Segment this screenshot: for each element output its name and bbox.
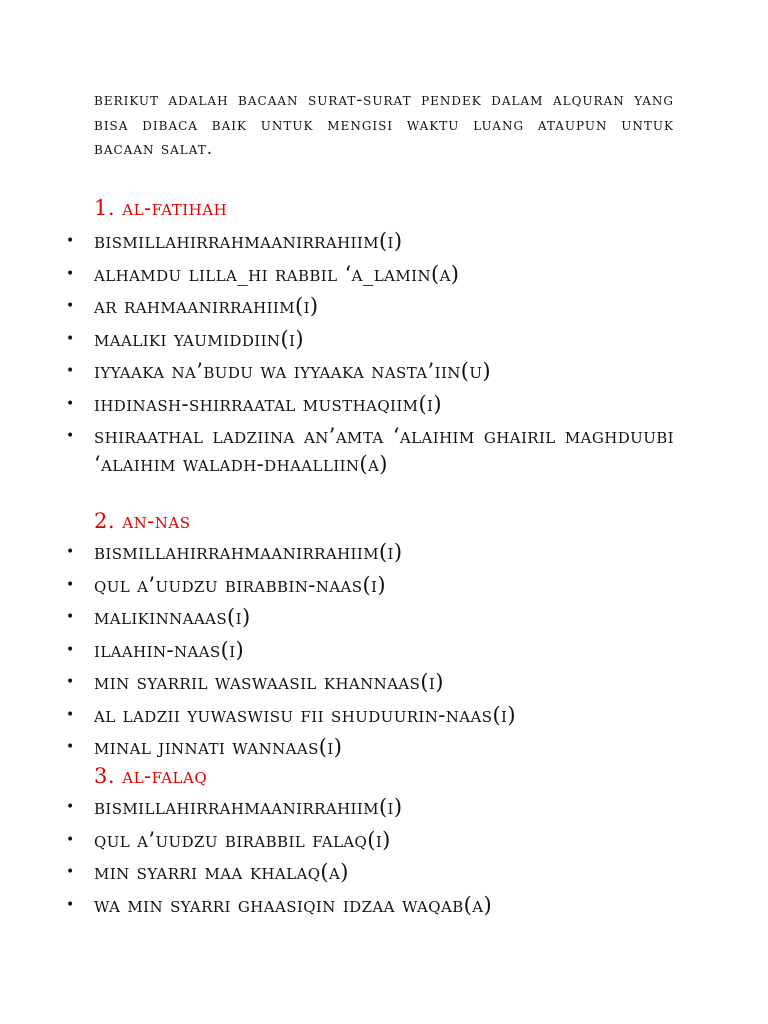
verse-text: iyyaaka na’budu wa iyyaaka nasta’iin(u) xyxy=(94,359,492,383)
list-item xyxy=(0,701,674,729)
verse-text: ilaahin-naas(i) xyxy=(94,637,245,662)
section-heading xyxy=(94,509,191,533)
intro-paragraph: berikut adalah bacaan surat-surat pendek dalam alquran yang bisa dibaca baik untuk mengisi waktu luang ataupun untuk bacaan salat. xyxy=(94,90,674,159)
verse-text: bismillahirrahmaanirrahiim(i) xyxy=(94,540,403,564)
bullet-icon: • xyxy=(66,330,75,347)
list-item xyxy=(0,571,674,599)
verse-list xyxy=(0,227,768,478)
bullet-icon: • xyxy=(66,706,75,723)
verse-text: alhamdu lilla_hi rabbil ‘a_lamin(a) xyxy=(94,261,460,286)
section-number: 3. xyxy=(94,764,116,788)
bullet-icon: • xyxy=(66,233,75,249)
bullet-icon: • xyxy=(66,674,75,690)
bullet-icon: • xyxy=(66,544,75,560)
section-number: 1. xyxy=(94,196,116,220)
verse-text: qul a’uudzu birabbil falaq(i) xyxy=(94,827,391,852)
bullet-icon: • xyxy=(66,363,75,379)
list-item xyxy=(0,260,674,288)
verse-list xyxy=(0,538,768,761)
bullet-icon: • xyxy=(66,831,75,848)
verse-text: bismillahirrahmaanirrahiim(i) xyxy=(94,229,403,253)
bullet-icon: • xyxy=(66,739,75,755)
list-item xyxy=(0,793,674,821)
section-heading xyxy=(94,196,227,220)
verse-text: wa min syarri ghaasiqin idzaa waqab(a) xyxy=(94,892,493,917)
verse-text: ar rahmaanirrahiim(i) xyxy=(94,294,319,318)
list-item xyxy=(0,292,674,320)
verse-text: maaliki yaumiddiin(i) xyxy=(94,326,304,351)
verse-text: minal jinnati wannaas(i) xyxy=(94,735,343,759)
list-item xyxy=(0,858,674,886)
bullet-icon: • xyxy=(66,609,75,625)
bullet-icon: • xyxy=(66,576,75,593)
list-item xyxy=(0,227,674,255)
verse-text: malikinnaaas(i) xyxy=(94,605,251,629)
bullet-icon: • xyxy=(66,395,75,412)
section-title: al-fatihah xyxy=(122,196,228,220)
verse-text: min syarri maa khalaq(a) xyxy=(94,860,349,884)
list-item xyxy=(0,826,674,854)
list-item xyxy=(0,422,674,478)
list-item xyxy=(0,325,674,353)
bullet-icon: • xyxy=(66,864,75,880)
bullet-icon: • xyxy=(66,428,75,444)
section-title: an-nas xyxy=(122,509,191,533)
list-item xyxy=(0,668,674,696)
list-item xyxy=(0,357,674,385)
section-heading xyxy=(94,764,207,788)
verse-text: min syarril waswaasil khannaas(i) xyxy=(94,670,444,694)
bullet-icon: • xyxy=(66,265,75,282)
list-item xyxy=(0,538,674,566)
bullet-icon: • xyxy=(66,896,75,913)
list-item xyxy=(0,603,674,631)
list-item xyxy=(0,733,674,761)
verse-list xyxy=(0,793,768,919)
verse-text: ihdinash-shirraatal musthaqiim(i) xyxy=(94,391,442,416)
section-number: 2. xyxy=(94,509,116,533)
bullet-icon: • xyxy=(66,298,75,314)
bullet-icon: • xyxy=(66,799,75,815)
verse-text: qul a’uudzu birabbin-naas(i) xyxy=(94,572,386,597)
list-item xyxy=(0,390,674,418)
verse-text: al ladzii yuwaswisu fii shuduurin-naas(i) xyxy=(94,702,516,727)
bullet-icon: • xyxy=(66,641,75,658)
list-item xyxy=(0,636,674,664)
section-title: al-falaq xyxy=(122,764,208,788)
verse-text: bismillahirrahmaanirrahiim(i) xyxy=(94,795,403,819)
verse-text: shiraathal ladziina an’amta ‘alaihim ghairil maghduubi ‘alaihim waladh-dhaalliin(a) xyxy=(94,424,674,476)
list-item xyxy=(0,891,674,919)
